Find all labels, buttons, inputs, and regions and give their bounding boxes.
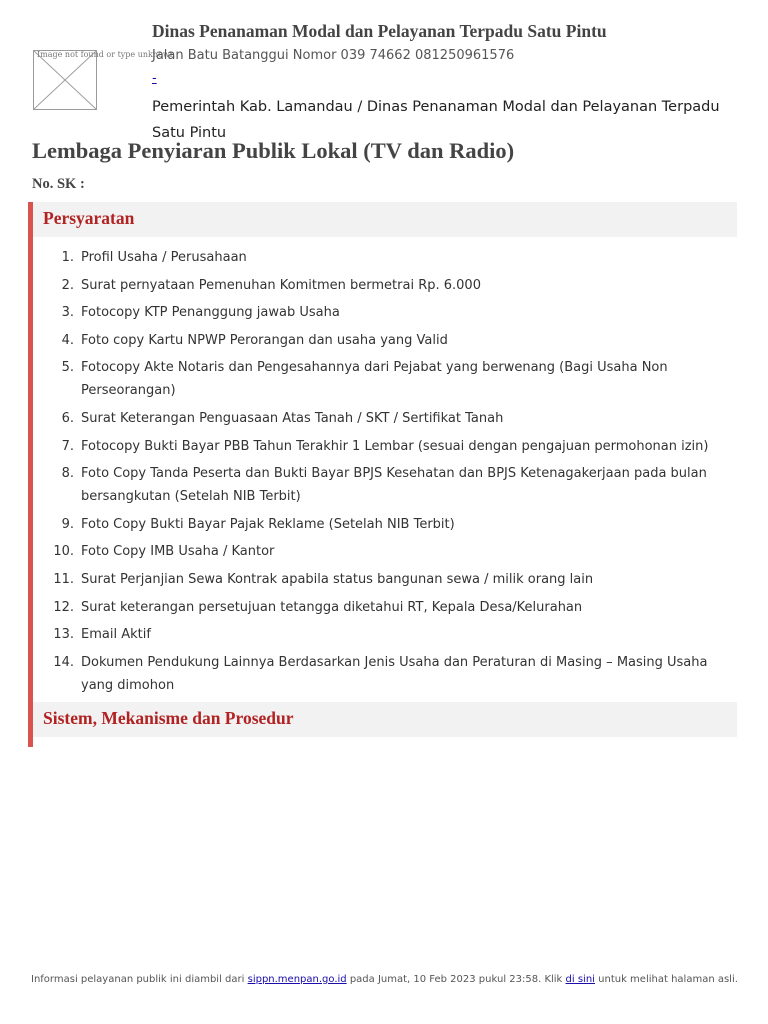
list-item-number: 9. [61, 516, 74, 532]
list-item [33, 329, 737, 352]
footer-suffix: untuk melihat halaman asli. [598, 974, 738, 985]
procedure-heading: Sistem, Mekanisme dan Prosedur [33, 702, 737, 737]
list-item-number: 6. [61, 410, 74, 426]
page-header [0, 0, 768, 145]
list-item-text: Foto copy Kartu NPWP Perorangan dan usaha yang Valid [81, 332, 448, 348]
list-item-text: Dokumen Pendukung Lainnya Berdasarkan Jenis Usaha dan Peraturan di Masing – Masing Usaha yang dimohon [81, 654, 708, 693]
list-item-number: 13. [53, 627, 74, 643]
logo-alt-text: Image not found or type unknown [37, 50, 175, 59]
organization-address: Jalan Batu Batanggui Nomor 039 74662 081250961576 [152, 48, 515, 63]
list-item [33, 274, 737, 297]
list-item-text: Foto Copy Bukti Bayar Pajak Reklame (Setelah NIB Terbit) [81, 516, 455, 532]
list-item-number: 8. [61, 466, 74, 482]
list-item-text: Foto Copy Tanda Peserta dan Bukti Bayar BPJS Kesehatan dan BPJS Ketenagakerjaan pada bulan bersangkutan (Setelah NIB Terbit) [81, 466, 707, 505]
list-item [33, 301, 737, 324]
list-item [33, 462, 737, 508]
list-item-number: 10. [53, 544, 74, 560]
list-item-text: Surat Keterangan Penguasaan Atas Tanah / SKT / Sertifikat Tanah [81, 410, 504, 426]
list-item [33, 623, 737, 646]
list-item-text: Foto Copy IMB Usaha / Kantor [81, 544, 275, 560]
list-item-text: Fotocopy KTP Penanggung jawab Usaha [81, 305, 340, 321]
list-item-number: 14. [53, 654, 74, 670]
list-item [33, 540, 737, 563]
broken-image-icon [34, 51, 96, 109]
list-item-number: 1. [61, 250, 74, 265]
list-item-text: Email Aktif [81, 627, 151, 643]
list-item-number: 4. [61, 332, 74, 348]
service-title: Lembaga Penyiaran Publik Lokal (TV dan Radio) [32, 138, 515, 163]
list-item-number: 7. [61, 438, 74, 454]
list-item [33, 651, 737, 697]
list-item-text: Fotocopy Akte Notaris dan Pengesahannya dari Pejabat yang berwenang (Bagi Usaha Non Perseorangan) [81, 360, 668, 399]
list-item [33, 568, 737, 591]
list-item-number: 3. [61, 305, 74, 321]
logo-image-placeholder [33, 50, 175, 110]
government-line: Pemerintah Kab. Lamandau / Dinas Penanaman Modal dan Pelayanan Terpadu Satu Pintu [152, 99, 720, 141]
list-item-number: 12. [53, 599, 74, 615]
footer-prefix: Informasi pelayanan publik ini diambil dari [31, 974, 245, 985]
list-item-text: Fotocopy Bukti Bayar PBB Tahun Terakhir 1 Lembar (sesuai dengan pengajuan permohonan izin) [81, 438, 709, 454]
list-item [33, 596, 737, 619]
list-item-text: Surat keterangan persetujuan tetangga diketahui RT, Kepala Desa/Kelurahan [81, 599, 583, 615]
footer-middle: pada Jumat, 10 Feb 2023 pukul 23:58. Klik [349, 974, 563, 985]
organization-link[interactable]: - [152, 71, 157, 86]
list-item-number: 2. [61, 277, 74, 293]
list-item-number: 11. [53, 571, 74, 587]
list-item [33, 356, 737, 402]
source-link[interactable]: sippn.menpan.go.id [247, 974, 347, 985]
list-item-text: Surat pernyataan Pemenuhan Komitmen bermetrai Rp. 6.000 [81, 277, 481, 293]
page-footer [31, 973, 751, 987]
list-item [33, 407, 737, 430]
service-details-panel [28, 202, 737, 747]
list-item-number: 5. [61, 360, 74, 376]
list-item [33, 513, 737, 536]
requirements-list [33, 237, 737, 697]
list-item-text: Profil Usaha / Perusahaan [81, 250, 247, 265]
sk-number: No. SK : [32, 176, 85, 192]
list-item-text: Surat Perjanjian Sewa Kontrak apabila status bangunan sewa / milik orang lain [81, 571, 594, 587]
requirements-heading: Persyaratan [33, 202, 737, 237]
list-item [33, 246, 737, 269]
organization-name: Dinas Penanaman Modal dan Pelayanan Terpadu Satu Pintu [152, 21, 607, 41]
original-page-link[interactable]: di sini [565, 974, 595, 985]
list-item [33, 435, 737, 458]
